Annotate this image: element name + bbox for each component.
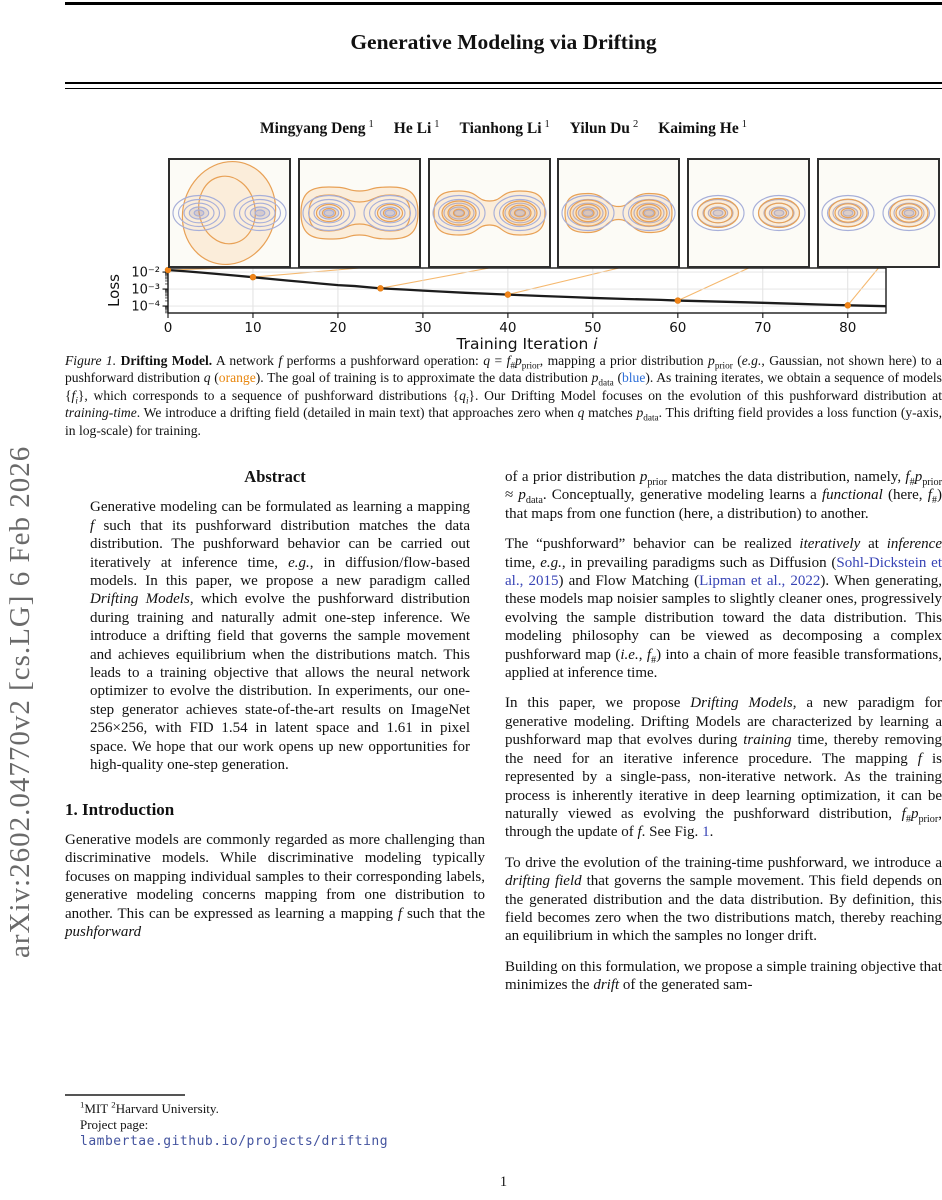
loss-marker xyxy=(845,302,851,308)
right-column xyxy=(505,468,942,1007)
paragraph: The “pushforward” behavior can be realized iteratively at inference time, e.g., in prevailing paradigms such as Diffusion (Sohl-Dickstein et al., 2015) and Flow Matching (Lipman et al., 2022). When generating, these models map noisier samples to slightly cleaner ones, progressively evolving the sample distribution toward the data distribution. This modeling philosophy can be viewed as decomposing a complex pushforward map (i.e., $f_{\#}$) into a chain of more feasible transformations, applied at inference time. xyxy=(505,536,942,682)
svg-text:10⁻³: 10⁻³ xyxy=(131,282,160,298)
loss-plot xyxy=(100,256,912,360)
figure-caption: Figure 1. Drifting Model. A network f performs a pushforward operation: $q = f_{\#}p_{prior}$, mapping a prior distribution $p_{prior}$ (e.g., Gaussian, not shown here) to a pushforward distribution q (orange). The goal of training is to approximate the data distribution $p_{data}$ (blue). As training iterates, we obtain a sequence of models $\{f_i\}$, which corresponds to a sequence of pushforward distributions $\{q_i\}$. Our Drifting Model focuses on the evolution of this pushforward distribution at training-time. We introduce a drifting field (detailed in main text) that approaches zero when q matches $p_{data}$. This drifting field provides a loss function (y-axis, in log-scale) for training. xyxy=(65,353,942,438)
loss-marker xyxy=(505,292,511,298)
footnote-affiliations: $^1$MIT $^2$Harvard University. xyxy=(80,1099,219,1116)
abstract-heading: Abstract xyxy=(244,467,306,486)
page-number: 1 xyxy=(499,1174,508,1190)
page-title: Generative Modeling via Drifting xyxy=(350,30,657,54)
orange-contours-inner xyxy=(829,199,928,227)
svg-text:70: 70 xyxy=(754,320,772,336)
svg-text:60: 60 xyxy=(669,320,687,336)
project-url-link[interactable]: lambertae.github.io/projects/drifting xyxy=(80,1133,389,1149)
svg-text:0: 0 xyxy=(163,320,173,336)
author: Yilun Du $^2$ xyxy=(569,118,639,137)
figure-panel-5 xyxy=(687,158,810,268)
figure-1 xyxy=(0,0,942,365)
loss-curve xyxy=(168,270,886,306)
author: Tianhong Li $^1$ xyxy=(459,118,550,137)
footnote-project-label: Project page: xyxy=(80,1117,149,1132)
author: Kaiming He $^1$ xyxy=(658,118,747,137)
figure-panel-3 xyxy=(428,158,551,268)
figure-panel-2 xyxy=(298,158,421,268)
orange-contours-outer xyxy=(170,160,289,266)
figure-panel-4 xyxy=(557,158,680,268)
svg-text:Loss: Loss xyxy=(105,274,123,307)
footnote-rule xyxy=(65,1094,185,1096)
intro-paragraph: Generative models are commonly regarded as more challenging than discriminative models. While discriminative modeling typically focuses on mapping individual samples to their corresponding labels, generative modeling concerns mapping from one distribution to another. This can be expressed as learning a mapping f such that the pushforward xyxy=(65,831,485,940)
svg-text:20: 20 xyxy=(329,320,347,336)
loss-marker xyxy=(675,298,681,304)
svg-text:Training Iteration i: Training Iteration i xyxy=(456,335,598,353)
author: Mingyang Deng $^1$ xyxy=(260,118,374,137)
figure-panel-1 xyxy=(168,158,291,268)
paragraph: Building on this formulation, we propose a simple training objective that minimizes the drift of the generated sam- xyxy=(505,958,942,994)
paragraph: of a prior distribution $p_{prior}$ matches the data distribution, namely, $f_{\#}p_{prior} \approx p_{data}$. Conceptually, generative modeling learns a functional (here, $f_{\#}$) that maps from one function (here, a distribution) to another. xyxy=(505,469,942,522)
citation-link[interactable]: Sohl-Dickstein et al., 2015 xyxy=(505,554,942,590)
paragraph: To drive the evolution of the training-time pushforward, we introduce a drifting field that governs the sample movement. This field depends on the generated distribution and the data distribution. By definition, this field becomes zero when the two distributions match, thereby reaching an equilibrium in which the samples no longer drift. xyxy=(505,854,942,945)
svg-text:50: 50 xyxy=(584,320,602,336)
svg-text:80: 80 xyxy=(839,320,857,336)
svg-text:40: 40 xyxy=(499,320,517,336)
orange-contours-inner xyxy=(698,199,800,228)
citation-link[interactable]: Lipman et al., 2022 xyxy=(699,573,821,590)
loss-marker xyxy=(378,285,384,291)
loss-marker xyxy=(250,274,256,280)
abstract-text: Generative modeling can be formulated as learning a mapping f such that its pushforward distribution matches the data distribution. The pushforward behavior can be carried out iteratively at inference time, e.g., in diffusion/flow-based models. In this paper, we propose a new paradigm called Drifting Models, which evolve the pushforward distribution during training and naturally admit one-step inference. We introduce a drifting field that governs the sample movement and achieves equilibrium when the distributions match. This leads to a training objective that allows the neural network optimizer to evolve the distribution. In experiments, our one-step generator achieves state-of-the-art results on ImageNet 256×256, with FID 1.54 in latent space and 1.61 in pixel space. We hope that our work opens up new opportunities for high-quality one-step generation. xyxy=(90,499,471,774)
left-column xyxy=(65,468,485,953)
arxiv-stamp: arXiv:2602.04770v2 [cs.LG] 6 Feb 2026 xyxy=(4,445,36,958)
paragraph: In this paper, we propose Drifting Models, a new paradigm for generative modeling. Drifting Models are characterized by learning a pushforward map that evolves during training time, thereby removing the need for an iterative inference procedure. The mapping f is represented by a single-pass, non-iterative network. As the training process is inherently iterative in deep learning optimization, it can be naturally viewed as evolving the pushforward distribution, $f_{\#}p_{prior}$, through the update of f. See Fig. 1. xyxy=(505,695,942,841)
svg-text:10⁻⁴: 10⁻⁴ xyxy=(131,299,160,315)
section-heading-introduction: 1. Introduction xyxy=(65,799,175,819)
svg-text:30: 30 xyxy=(414,320,432,336)
footnote xyxy=(65,1094,485,1150)
figure-panel-6 xyxy=(817,158,940,268)
svg-text:10: 10 xyxy=(244,320,262,336)
citation-link[interactable]: 1 xyxy=(702,824,710,841)
author: He Li $^1$ xyxy=(393,118,440,137)
orange-contours-outer xyxy=(301,187,418,239)
svg-text:10⁻²: 10⁻² xyxy=(131,265,160,281)
